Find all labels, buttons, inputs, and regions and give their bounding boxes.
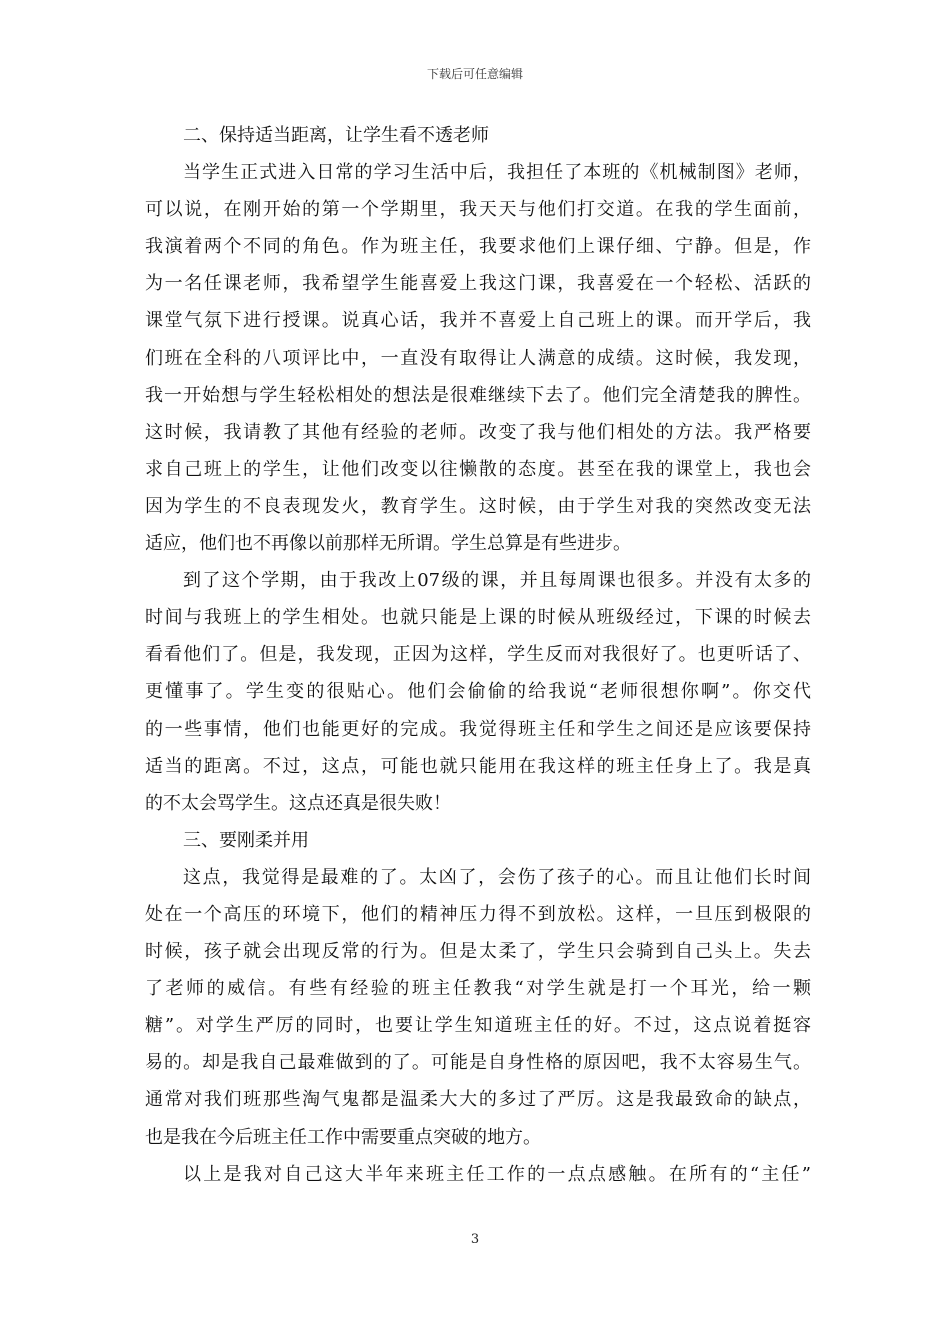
paragraph-line: 为一名任课老师，我希望学生能喜爱上我这门课，我喜爱在一个轻松、活跃的 [145, 273, 811, 295]
paragraph-line: 时候，孩子就会出现反常的行为。但是太柔了，学生只会骑到自己头上。失去 [145, 941, 811, 963]
document-body [145, 117, 811, 1193]
page-number: 3 [470, 1232, 480, 1247]
paragraph-line: 这点，我觉得是最难的了。太凶了，会伤了孩子的心。而且让他们长时间 [183, 866, 811, 888]
paragraph-line: 我演着两个不同的角色。作为班主任，我要求他们上课仔细、宁静。但是，作 [145, 236, 811, 258]
paragraph-line: 通常对我们班那些淘气鬼都是温柔大大的多过了严厉。这是我最致命的缺点， [145, 1089, 811, 1111]
section-heading-3: 三、要刚柔并用 [183, 829, 309, 851]
paragraph-line: 我一开始想与学生轻松相处的想法是很难继续下去了。他们完全清楚我的脾性。 [145, 384, 811, 406]
page-header: 下载后可任意编辑 [426, 67, 523, 81]
paragraph-line: 这时候，我请教了其他有经验的老师。改变了我与他们相处的方法。我严格要 [145, 421, 811, 443]
paragraph-line: 看看他们了。但是，我发现，正因为这样，学生反而对我很好了。也更听话了、 [145, 644, 811, 666]
paragraph-line: 求自己班上的学生，让他们改变以往懒散的态度。甚至在我的课堂上，我也会 [145, 458, 811, 480]
paragraph-line: 易的。却是我自己最难做到的了。可能是自身性格的原因吧，我不太容易生气。 [145, 1052, 811, 1074]
paragraph-line: 也是我在今后班主任工作中需要重点突破的地方。 [145, 1126, 541, 1148]
paragraph-line: 们班在全科的八项评比中，一直没有取得让人满意的成绩。这时候，我发现， [145, 347, 811, 369]
paragraph-line: 的一些事情，他们也能更好的完成。我觉得班主任和学生之间还是应该要保持 [145, 718, 811, 740]
paragraph-line: 更懂事了。学生变的很贴心。他们会偷偷的给我说“老师很想你啊”。你交代 [145, 681, 811, 703]
paragraph-line: 时间与我班上的学生相处。也就只能是上课的时候从班级经过，下课的时候去 [145, 607, 811, 629]
paragraph-line: 课堂气氛下进行授课。说真心话，我并不喜爱上自己班上的课。而开学后，我 [145, 310, 811, 332]
paragraph-line: 适应，他们也不再像以前那样无所谓。学生总算是有些进步。 [145, 533, 631, 555]
paragraph-line: 处在一个高压的环境下，他们的精神压力得不到放松。这样，一旦压到极限的 [145, 903, 811, 925]
paragraph-line: 可以说，在刚开始的第一个学期里，我天天与他们打交道。在我的学生面前， [145, 199, 811, 221]
paragraph-line: 的不太会骂学生。这点还真是很失败！ [145, 792, 451, 814]
paragraph-line: 以上是我对自己这大半年来班主任工作的一点点感触。在所有的“主任” [183, 1163, 811, 1185]
paragraph-line: 到了这个学期，由于我改上07级的课，并且每周课也很多。并没有太多的 [183, 570, 811, 592]
paragraph-line: 糖”。对学生严厉的同时，也要让学生知道班主任的好。不过，这点说着挺容 [145, 1015, 811, 1037]
paragraph-line: 适当的距离。不过，这点，可能也就只能用在我这样的班主任身上了。我是真 [145, 755, 811, 777]
paragraph-line: 因为学生的不良表现发火，教育学生。这时候，由于学生对我的突然改变无法 [145, 495, 811, 517]
section-heading-2: 二、保持适当距离，让学生看不透老师 [183, 125, 489, 146]
paragraph-line: 了老师的威信。有些有经验的班主任教我“对学生就是打一个耳光，给一颗 [145, 978, 811, 1000]
paragraph-line: 当学生正式进入日常的学习生活中后，我担任了本班的《机械制图》老师， [183, 162, 811, 184]
